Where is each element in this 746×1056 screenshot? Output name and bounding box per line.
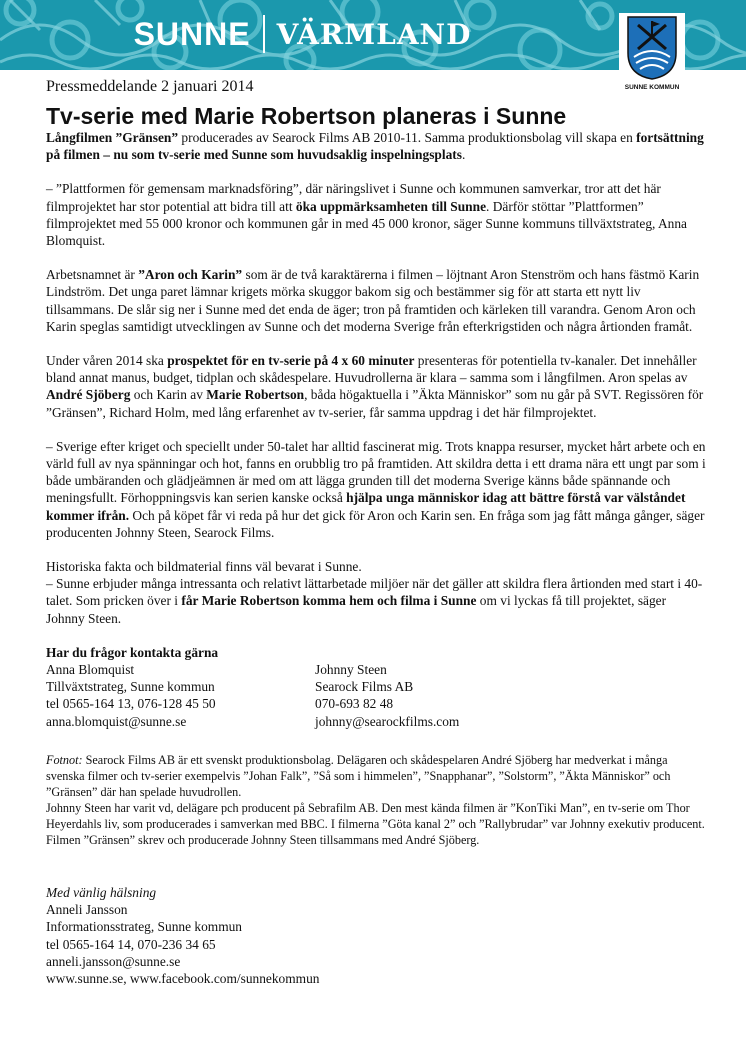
- p5-highlight: får Marie Robertson komma hem och filma i Sunne: [181, 593, 477, 609]
- p2-text-c: som är de två karaktärerna i filmen – löjtnant Aron Stenström och hans fästmö Karin Lindström. Det unga paret lämnar krigets mörka skuggor bakom sig och bestämmer sig för att starta ett nytt liv tillsammans. De slår sig ner i Sunne med det enda de äger; tron på framtiden och kärleken till varandra. Genom Aron och Karin speglas samtidigt utvecklingen av Sunne och det moderna Sverige från efterkrigstiden och några årtionden framåt.: [46, 267, 700, 334]
- brand-divider: [263, 15, 265, 53]
- p1-text-a: – ”Plattformen för gemensam marknadsföring”, där näringslivet i Sunne och kommunen samverkar, tror att det här filmprojektet har stor potential att bidra till att: [46, 181, 661, 214]
- contact-company: Searock Films AB: [315, 679, 414, 695]
- paragraph-5a: Historiska fakta och bildmaterial finns väl bevarat i Sunne.: [46, 559, 362, 575]
- p5-text-d: om vi lyckas få till projektet, säger Johnny Steen.: [46, 593, 667, 626]
- contact-email[interactable]: johnny@searockfilms.com: [315, 713, 460, 729]
- footnote-2: Johnny Steen har varit vd, delägare pch producent på Sebrafilm AB. Den mest kända filmen är ”KonTiki Man”, en tv-serie om Thor Heyerdahls liv, som producerades i samverkan med BBC. I filmerna ”Göta kanal 2” och ”Rallybrudar” var Johnny exekutiv producent. Filmen ”Gränsen” skrev och producerade Johnny Steen tillsammans med André Sjöberg.: [46, 800, 705, 847]
- footnote-1: [46, 752, 706, 800]
- p3-text-c: presenteras för potentiella tv-kanaler. Det innehåller bland annat manus, budget, tidplan och skådespelare. Huvudrollerna är klara – samma som i långfilmen. Aron spelas av: [46, 353, 697, 386]
- p4-text-c: Och på köpet får vi reda på hur det gick för Aron och Karin sen. En fråga som jag fått många gånger, säger producenten Johnny Steen, Searock Films.: [46, 507, 705, 540]
- contact-phone: 070-693 82 48: [315, 696, 394, 712]
- brand-varmland: VÄRMLAND: [276, 17, 472, 51]
- signoff-name: Anneli Jansson: [46, 902, 128, 918]
- contact-heading-text: Har du frågor kontakta gärna: [46, 644, 219, 660]
- brand-sunne: SUNNE: [133, 15, 251, 52]
- coat-of-arms-icon: [626, 15, 678, 81]
- p1-text-c: . Därför stöttar ”Plattformen” filmprojektet med 55 000 kronor och kommunen går in med 45 000 kronor, säger Sunne kommuns tillväxtstrateg, Anna Blomquist.: [46, 198, 687, 249]
- contact-anna: [46, 661, 315, 730]
- intro-highlight: fortsättning på filmen – nu som tv-serie med Sunne som huvudsaklig inspelningsplats: [46, 130, 704, 163]
- footnote-label: Fotnot:: [46, 752, 83, 767]
- contact-role: Tillväxtstrateg, Sunne kommun: [46, 679, 215, 695]
- contact-block: [46, 661, 706, 730]
- contact-name: Anna Blomquist: [46, 662, 135, 678]
- p3-text-e: och Karin av: [130, 387, 207, 403]
- greeting-text: Med vänlig hälsning: [46, 884, 157, 900]
- intro-text: producerades av Searock Films AB 2010-11. Samma produktionsbolag vill skapa en: [178, 130, 637, 145]
- signoff-links[interactable]: www.sunne.se, www.facebook.com/sunnekommun: [46, 970, 320, 986]
- contact-johnny: [315, 661, 584, 730]
- signoff-email[interactable]: anneli.jansson@sunne.se: [46, 953, 181, 969]
- contact-name: Johnny Steen: [315, 662, 387, 678]
- p4-text-a: – Sverige efter kriget och speciellt under 50-talet har alltid fascinerat mig. Trots knappa resurser, mycket hårt arbete och en värld full av nya spänningar och hot, fanns en orubblig tro på framtiden. Att skildra detta i ett drama nära ett ungt par som i både umbäranden och glädjeämnen är med om att lägga grunden till det moderna Sverige känns både spännande och meningsfullt. Förhoppningsvis kan serien kanske också: [46, 438, 706, 506]
- brand-wordmark: [0, 10, 605, 58]
- paragraph-5b: [46, 575, 706, 627]
- intro-film-name: Långfilmen ”Gränsen”: [46, 130, 179, 145]
- paragraph-4: [46, 438, 706, 541]
- p4-highlight: hjälpa unga människor idag att bättre förstå var välståndet kommer ifrån.: [46, 490, 686, 523]
- contact-heading: [46, 644, 706, 661]
- signoff-phone: tel 0565-164 14, 070-236 34 65: [46, 936, 216, 952]
- p2-text-a: Arbetsnamnet är: [46, 267, 139, 283]
- signoff-greeting: [46, 884, 706, 901]
- intro-end: .: [461, 147, 466, 163]
- signoff-role: Informationsstrateg, Sunne kommun: [46, 919, 242, 935]
- p5-text-b: – Sunne erbjuder många intressanta och relativt lättarbetade miljöer när det gäller att skildra flera årtionden med start i 40-talet. Som pricken över i: [46, 576, 703, 609]
- paragraph-1: [46, 180, 706, 249]
- p3-highlight: prospektet för en tv-serie på 4 x 60 minuter: [167, 353, 415, 369]
- p3-text-g: , båda högaktuella i ”Äkta Människor” som nu går på SVT. Regissören för ”Gränsen”, Richard Holm, med lång erfarenhet av tv-serier, får samma uppdrag i det här filmprojektet.: [46, 387, 704, 420]
- p3-actor-karin: Marie Robertson: [206, 387, 305, 403]
- contact-phone: tel 0565-164 13, 076-128 45 50: [46, 696, 216, 712]
- paragraph-2: [46, 266, 706, 335]
- press-release: [46, 77, 706, 987]
- footnote-text-a: Searock Films AB är ett svenskt produktionsbolag. Delägaren och skådespelaren André Sjöberg har medverkat i många svenska filmer och tv-serier exempelvis ”Johan Falk”, ”Så som i himmelen”, ”Snapphanar”, ”Solstorm”, ”Äkta Människor” och ”Gränsen” där han spelade huvudrollen.: [46, 752, 671, 799]
- contact-email[interactable]: anna.blomquist@sunne.se: [46, 713, 187, 729]
- logo-caption: SUNNE KOMMUN: [624, 84, 680, 91]
- p1-highlight: öka uppmärksamheten till Sunne: [295, 198, 487, 214]
- intro-paragraph: [46, 129, 706, 163]
- p2-working-title: ”Aron och Karin”: [138, 267, 243, 283]
- page-title: Tv-serie med Marie Robertson planeras i Sunne: [46, 103, 567, 129]
- paragraph-3: [46, 352, 706, 421]
- p3-text-a: Under våren 2014 ska: [46, 353, 168, 369]
- dateline: Pressmeddelande 2 januari 2014: [46, 78, 254, 95]
- p3-actor-aron: André Sjöberg: [46, 387, 131, 403]
